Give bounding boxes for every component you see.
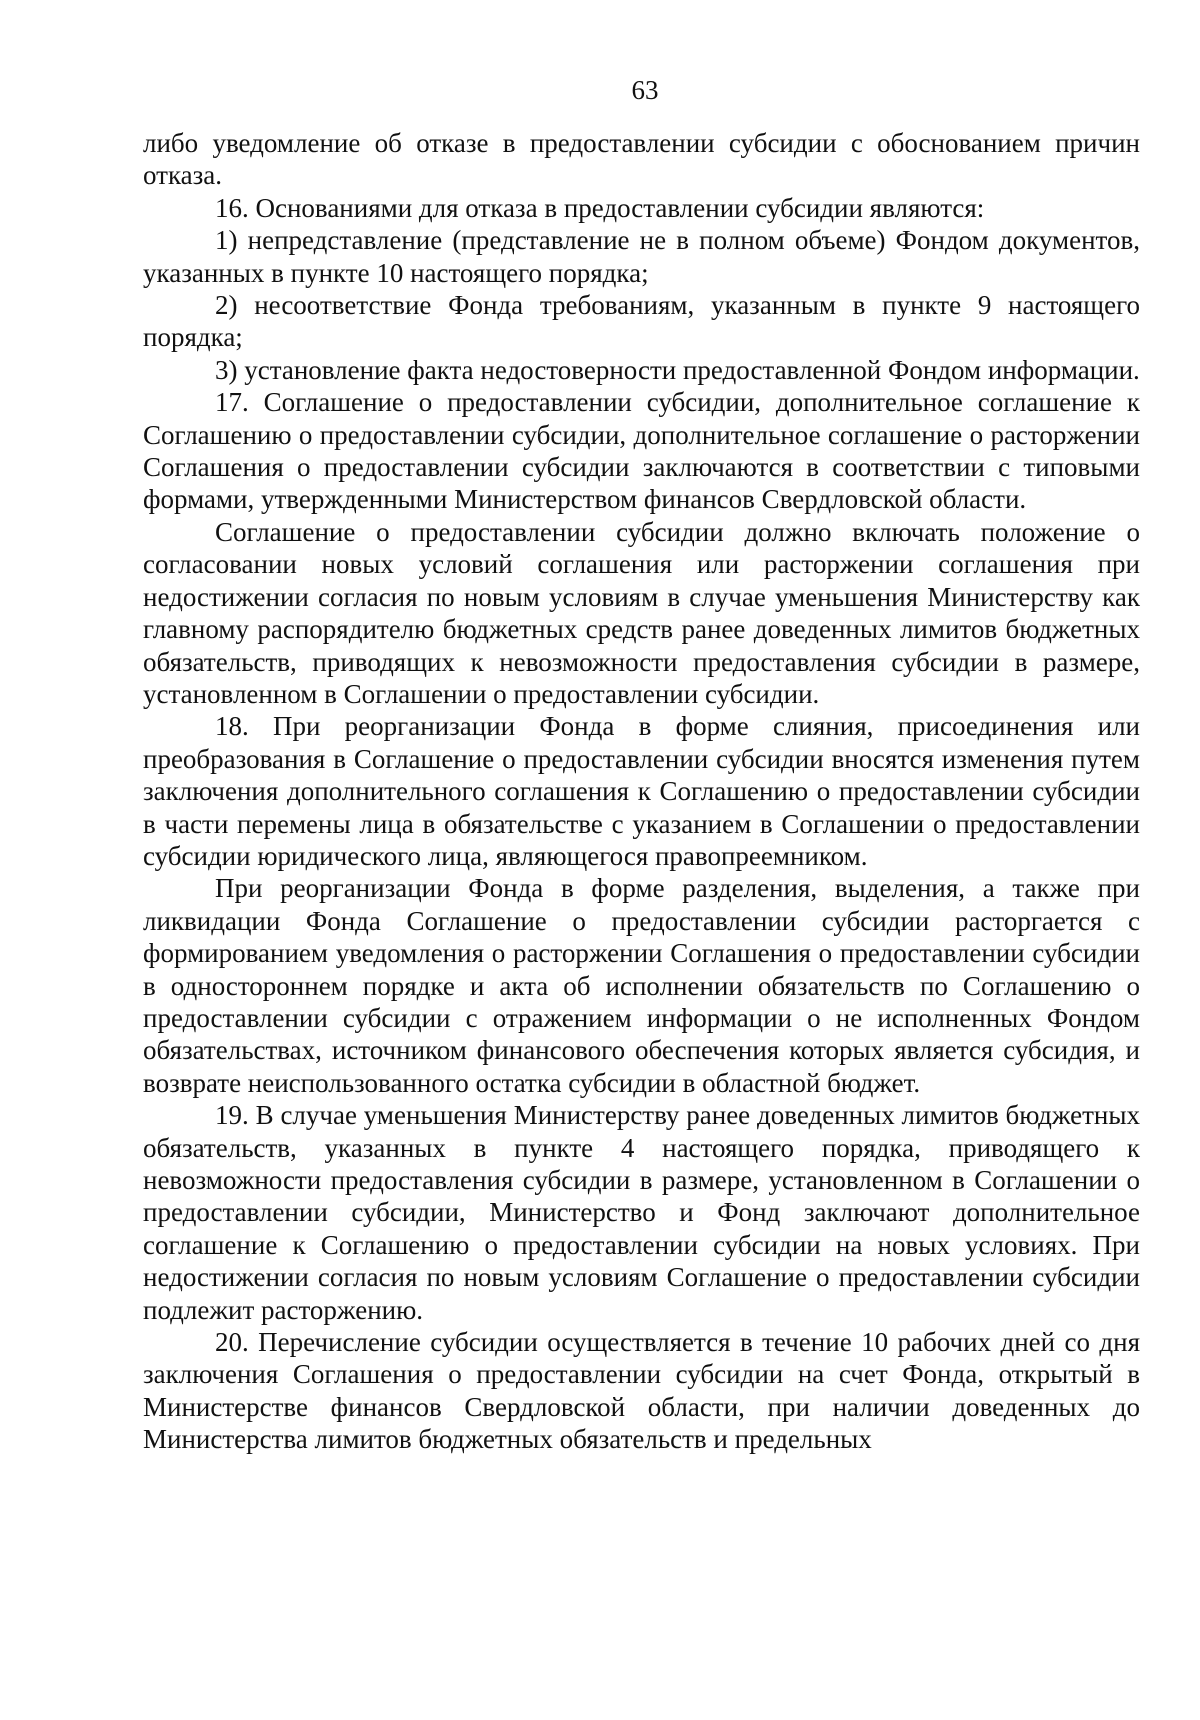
paragraph-17: 17. Соглашение о предоставлении субсидии, дополнительное соглашение к Соглашению о предоставлении субсидии, дополнительное соглашение о расторжении Соглашения о предоставлении субсидии заключаются в соответствии с типовыми формами, утвержденными Министерством финансов Свердловской области. bbox=[143, 387, 1140, 515]
paragraph-16: 16. Основаниями для отказа в предоставлении субсидии являются: bbox=[215, 192, 985, 223]
paragraph-18-continued: При реорганизации Фонда в форме разделения, выделения, а также при ликвидации Фонда Соглашение о предоставлении субсидии расторгается с формированием уведомления о расторжении Соглашения о предоставлении субсидии в одностороннем порядке и акта об исполнении обязательств по Соглашению о предоставлении субсидии с отражением информации о не исполненных Фондом обязательствах, источником финансового обеспечения которых является субсидия, и возврате неиспользованного остатка субсидии в областной бюджет. bbox=[143, 873, 1140, 1098]
paragraph-16-item-2: 2) несоответствие Фонда требованиям, указанным в пункте 9 настоящего порядка; bbox=[143, 290, 1140, 353]
paragraph-17-continued: Соглашение о предоставлении субсидии должно включать положение о согласовании новых условий соглашения или расторжении соглашения при недостижении согласия по новым условиям в случае уменьшения Министерству как главному распорядителю бюджетных средств ранее доведенных лимитов бюджетных обязательств, приводящих к невозможности предоставления субсидии в размере, установленном в Соглашении о предоставлении субсидии. bbox=[143, 516, 1140, 709]
paragraph-16-item-1: 1) непредставление (представление не в полном объеме) Фондом документов, указанных в пункте 10 настоящего порядка; bbox=[143, 225, 1140, 288]
paragraph-18: 18. При реорганизации Фонда в форме слияния, присоединения или преобразования в Соглашение о предоставлении субсидии вносятся изменения путем заключения дополнительного соглашения к Соглашению о предоставлении субсидии в части перемены лица в обязательстве с указанием в Соглашении о предоставлении субсидии юридического лица, являющегося правопреемником. bbox=[143, 711, 1140, 871]
document-body bbox=[143, 127, 1140, 1456]
page-number: 63 bbox=[631, 75, 659, 105]
paragraph-continuation: либо уведомление об отказе в предоставлении субсидии с обоснованием причин отказа. bbox=[143, 128, 1140, 191]
paragraph-16-item-3: 3) установление факта недостоверности предоставленной Фондом информации. bbox=[215, 354, 1140, 385]
paragraph-19: 19. В случае уменьшения Министерству ранее доведенных лимитов бюджетных обязательств, указанных в пункте 4 настоящего порядка, приводящего к невозможности предоставления субсидии в размере, установленном в Соглашении о предоставлении субсидии, Министерство и Фонд заключают дополнительное соглашение к Соглашению о предоставлении субсидии на новых условиях. При недостижении согласия по новым условиям Соглашение о предоставлении субсидии подлежит расторжению. bbox=[143, 1100, 1140, 1325]
paragraph-20: 20. Перечисление субсидии осуществляется в течение 10 рабочих дней со дня заключения Соглашения о предоставлении субсидии на счет Фонда, открытый в Министерстве финансов Свердловской области, при наличии доведенных до Министерства лимитов бюджетных обязательств и предельных bbox=[143, 1327, 1140, 1455]
